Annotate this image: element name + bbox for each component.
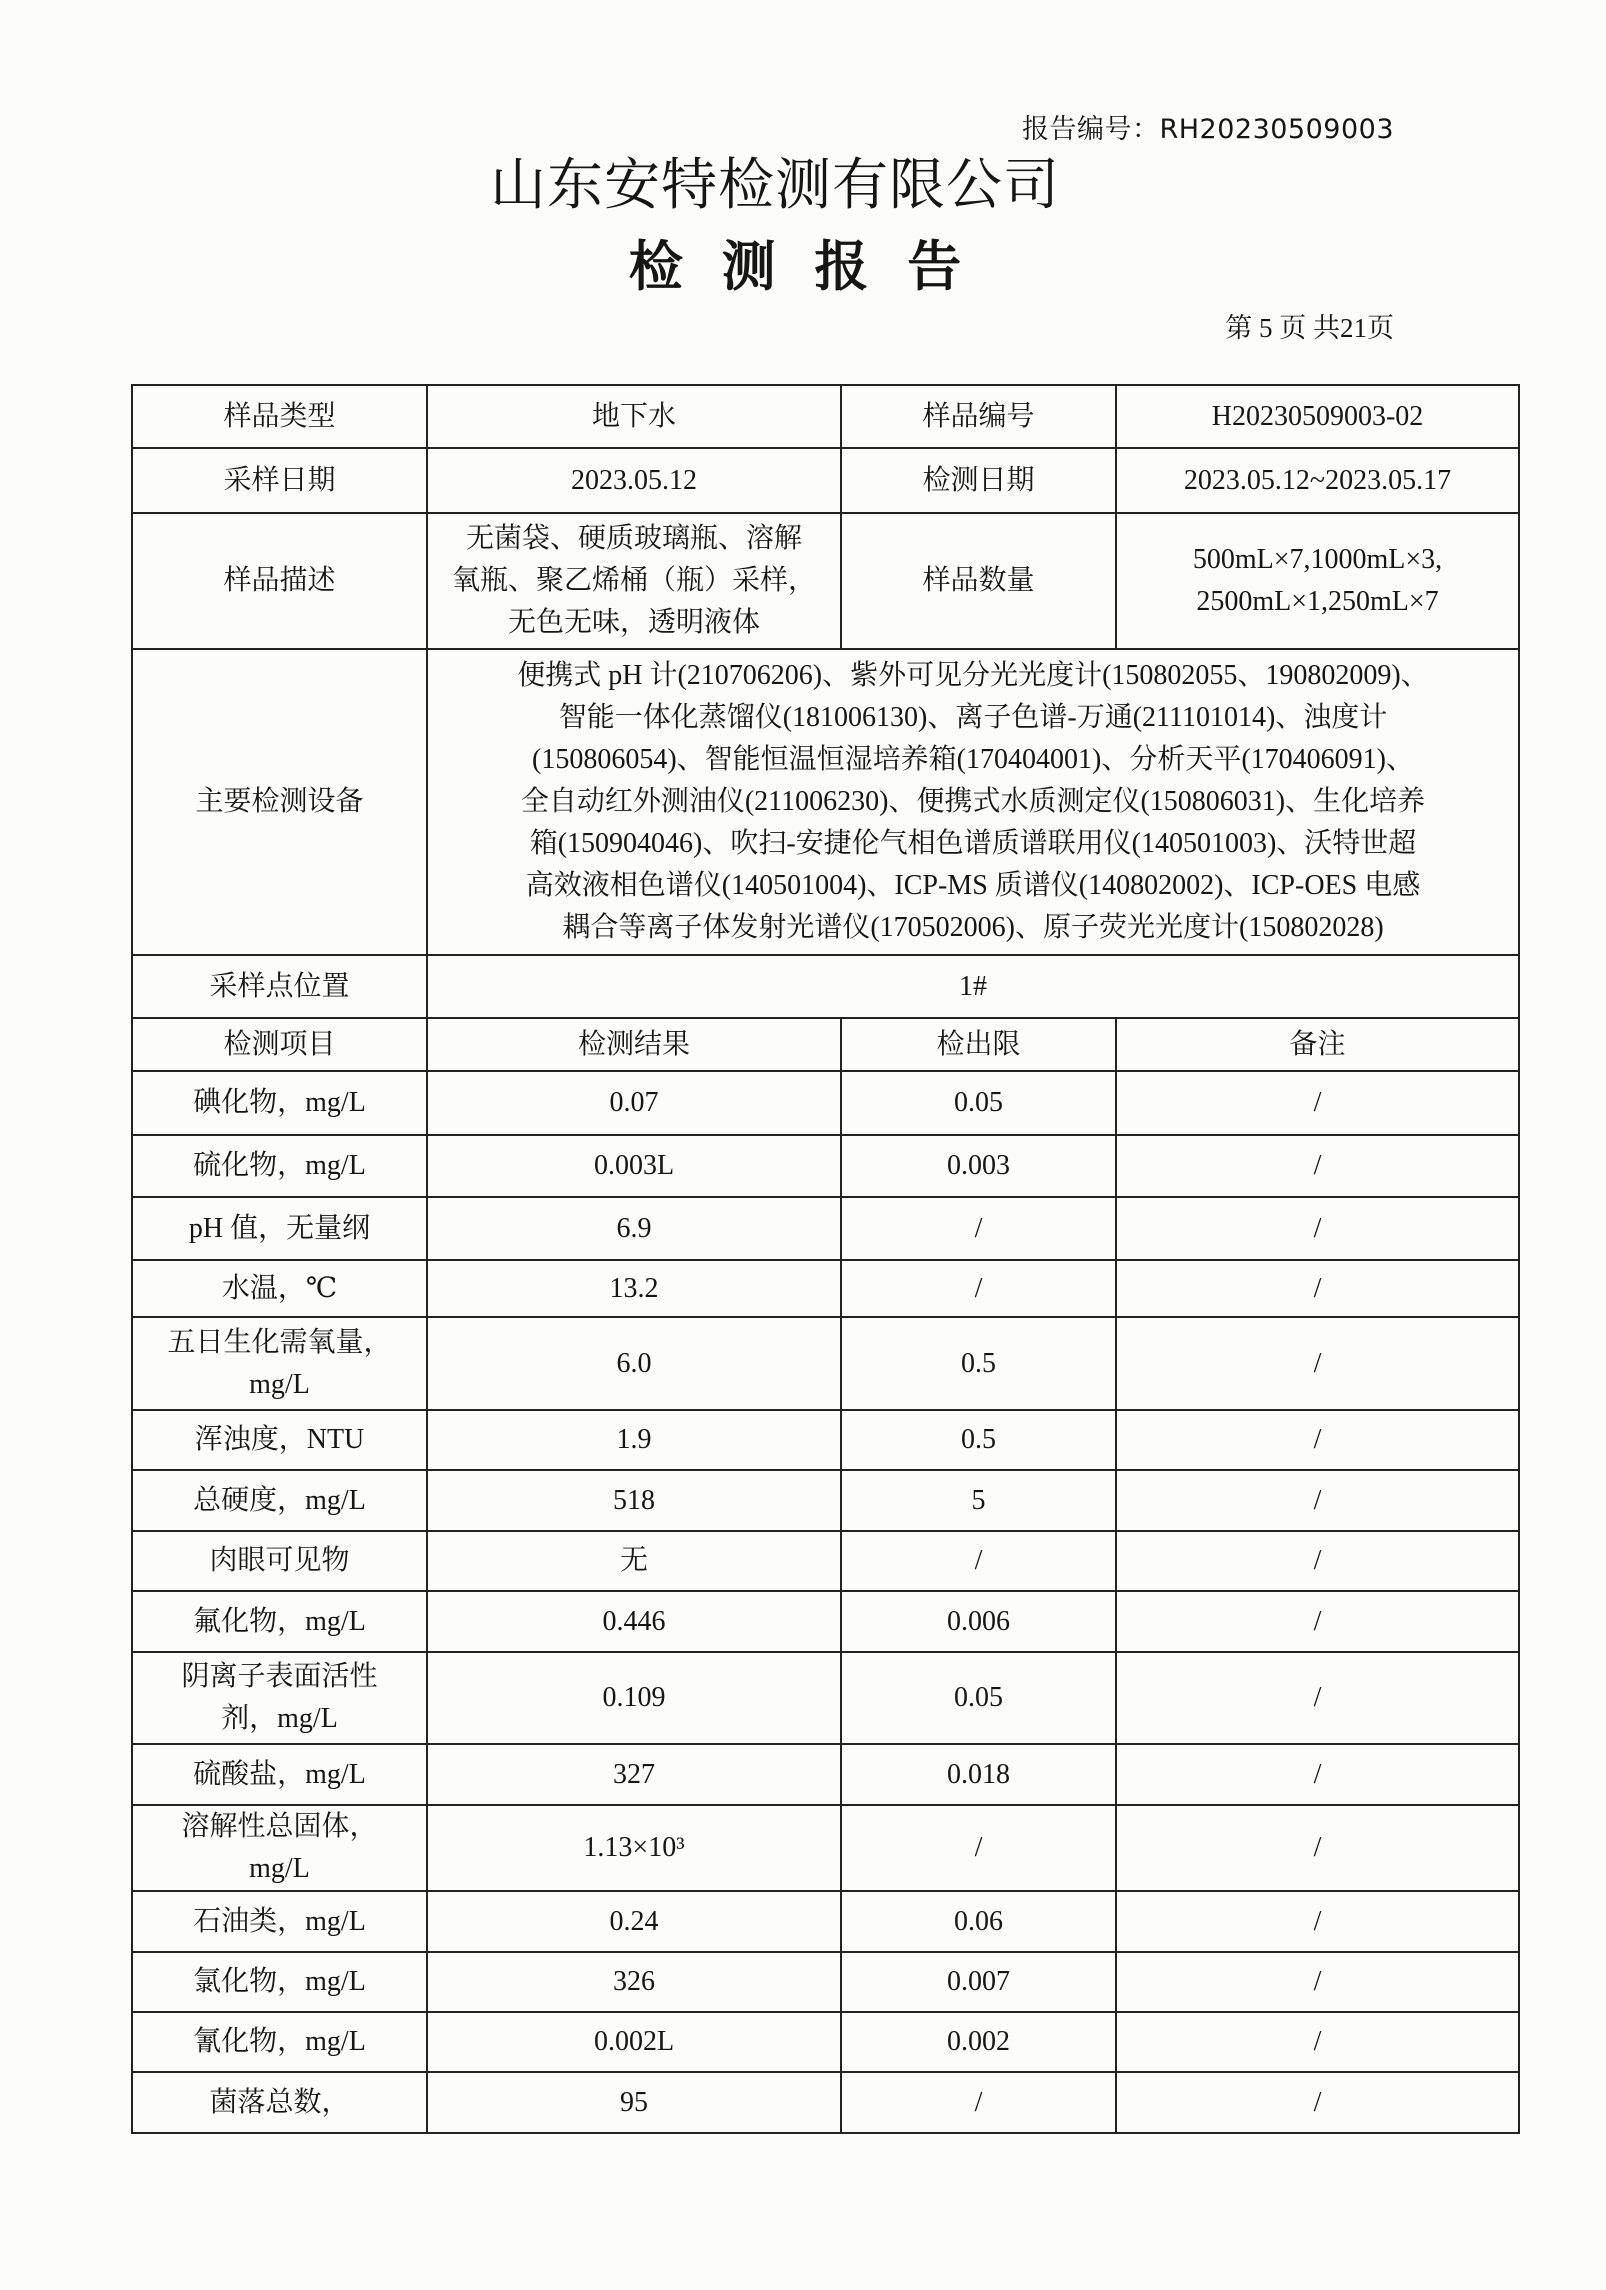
page-number: 第 5 页 共21页 [1225, 313, 1394, 343]
result-value: 0.446 [427, 1591, 841, 1652]
result-value: 0.109 [427, 1652, 841, 1744]
remark: / [1116, 1891, 1519, 1952]
detection-limit: 0.5 [841, 1410, 1116, 1470]
remark: / [1116, 1260, 1519, 1317]
item-name: 硫酸盐，mg/L [132, 1744, 427, 1805]
result-value: 1.13×10³ [427, 1805, 841, 1891]
equipment-value: 便携式 pH 计(210706206)、紫外可见分光光度计(150802055、190802009)、 智能一体化蒸馏仪(181006130)、离子色谱-万通(211101014)、浊度计 (150806054)、智能恒温恒湿培养箱(170404001)、分析天平(170406091)、 全自动红外测油仪(211006230)、便携式水质测定仪(150806031)、生化培养 箱(150904046)、吹扫-安捷伦气相色谱质谱联用仪(140501003)、沃特世超 高效液相色谱仪(140501004)、ICP-MS 质谱仪(140802002)、ICP-OES 电感 耦合等离子体发射光谱仪(170502006)、原子荧光光度计(150802028) [427, 649, 1519, 955]
report-table [131, 384, 1520, 2134]
remark: / [1116, 1952, 1519, 2012]
detection-limit: / [841, 1805, 1116, 1891]
company-name: 山东安特检测有限公司 [490, 153, 1060, 218]
result-row [132, 1652, 1519, 1744]
test-date-label: 检测日期 [841, 448, 1116, 513]
remark: / [1116, 1805, 1519, 1891]
column-header-limit: 检出限 [841, 1018, 1116, 1071]
result-value: 0.07 [427, 1071, 841, 1135]
remark: / [1116, 1652, 1519, 1744]
item-name: 总硬度，mg/L [132, 1470, 427, 1531]
item-name: 硫化物，mg/L [132, 1135, 427, 1197]
result-row [132, 1197, 1519, 1260]
detection-limit: 5 [841, 1470, 1116, 1531]
info-row-equipment [132, 649, 1519, 955]
result-row [132, 1744, 1519, 1805]
result-row [132, 1135, 1519, 1197]
item-name: 石油类，mg/L [132, 1891, 427, 1952]
remark: / [1116, 1591, 1519, 1652]
result-value: 0.002L [427, 2012, 841, 2072]
result-row [132, 1805, 1519, 1891]
detection-limit: / [841, 1197, 1116, 1260]
results-header-row [132, 1018, 1519, 1071]
site-label: 采样点位置 [132, 955, 427, 1018]
detection-limit: / [841, 1260, 1116, 1317]
column-header-result: 检测结果 [427, 1018, 841, 1071]
item-name: 五日生化需氧量， mg/L [132, 1317, 427, 1410]
item-name: 浑浊度，NTU [132, 1410, 427, 1470]
result-value: 0.003L [427, 1135, 841, 1197]
detection-limit: / [841, 2072, 1116, 2133]
item-name: 氯化物，mg/L [132, 1952, 427, 2012]
sample-type-label: 样品类型 [132, 385, 427, 448]
result-value: 0.24 [427, 1891, 841, 1952]
result-row [132, 1260, 1519, 1317]
remark: / [1116, 1470, 1519, 1531]
detection-limit: 0.05 [841, 1071, 1116, 1135]
detection-limit: 0.007 [841, 1952, 1116, 2012]
remark: / [1116, 1071, 1519, 1135]
result-row [132, 1952, 1519, 2012]
result-value: 326 [427, 1952, 841, 2012]
result-value: 327 [427, 1744, 841, 1805]
result-row [132, 1317, 1519, 1410]
site-value: 1# [427, 955, 1519, 1018]
column-header-item: 检测项目 [132, 1018, 427, 1071]
detection-limit: 0.5 [841, 1317, 1116, 1410]
detection-limit: 0.006 [841, 1591, 1116, 1652]
item-name: 氟化物，mg/L [132, 1591, 427, 1652]
result-value: 6.9 [427, 1197, 841, 1260]
remark: / [1116, 1410, 1519, 1470]
result-row [132, 2012, 1519, 2072]
result-value: 518 [427, 1470, 841, 1531]
info-row-description [132, 513, 1519, 649]
column-header-note: 备注 [1116, 1018, 1519, 1071]
result-value: 95 [427, 2072, 841, 2133]
result-row [132, 1410, 1519, 1470]
sample-desc-value: 无菌袋、硬质玻璃瓶、溶解 氧瓶、聚乙烯桶（瓶）采样， 无色无味，透明液体 [427, 513, 841, 649]
remark: / [1116, 2012, 1519, 2072]
info-row-sample-type [132, 385, 1519, 448]
result-value: 6.0 [427, 1317, 841, 1410]
sample-qty-label: 样品数量 [841, 513, 1116, 649]
result-value: 1.9 [427, 1410, 841, 1470]
remark: / [1116, 2072, 1519, 2133]
test-date-value: 2023.05.12~2023.05.17 [1116, 448, 1519, 513]
detection-limit: 0.05 [841, 1652, 1116, 1744]
remark: / [1116, 1135, 1519, 1197]
info-row-site [132, 955, 1519, 1018]
result-row [132, 2072, 1519, 2133]
item-name: pH 值，无量纲 [132, 1197, 427, 1260]
result-value: 13.2 [427, 1260, 841, 1317]
result-row [132, 1470, 1519, 1531]
item-name: 碘化物，mg/L [132, 1071, 427, 1135]
detection-limit: 0.003 [841, 1135, 1116, 1197]
item-name: 氰化物，mg/L [132, 2012, 427, 2072]
detection-limit: 0.06 [841, 1891, 1116, 1952]
sample-type-value: 地下水 [427, 385, 841, 448]
detection-limit: 0.002 [841, 2012, 1116, 2072]
sample-no-label: 样品编号 [841, 385, 1116, 448]
item-name: 水温，℃ [132, 1260, 427, 1317]
equipment-label: 主要检测设备 [132, 649, 427, 955]
item-name: 溶解性总固体， mg/L [132, 1805, 427, 1891]
item-name: 菌落总数， [132, 2072, 427, 2133]
detection-limit: / [841, 1531, 1116, 1591]
item-name: 阴离子表面活性 剂，mg/L [132, 1652, 427, 1744]
remark: / [1116, 1197, 1519, 1260]
sample-desc-label: 样品描述 [132, 513, 427, 649]
report-number: 报告编号：RH20230509003 [1021, 114, 1394, 145]
result-row [132, 1591, 1519, 1652]
result-row [132, 1891, 1519, 1952]
result-row [132, 1531, 1519, 1591]
result-value: 无 [427, 1531, 841, 1591]
info-row-dates [132, 448, 1519, 513]
remark: / [1116, 1317, 1519, 1410]
remark: / [1116, 1744, 1519, 1805]
result-row [132, 1071, 1519, 1135]
report-title: 检 测 报 告 [628, 235, 972, 298]
sample-qty-value: 500mL×7,1000mL×3, 2500mL×1,250mL×7 [1116, 513, 1519, 649]
item-name: 肉眼可见物 [132, 1531, 427, 1591]
remark: / [1116, 1531, 1519, 1591]
sample-no-value: H20230509003-02 [1116, 385, 1519, 448]
sampling-date-value: 2023.05.12 [427, 448, 841, 513]
detection-limit: 0.018 [841, 1744, 1116, 1805]
sampling-date-label: 采样日期 [132, 448, 427, 513]
